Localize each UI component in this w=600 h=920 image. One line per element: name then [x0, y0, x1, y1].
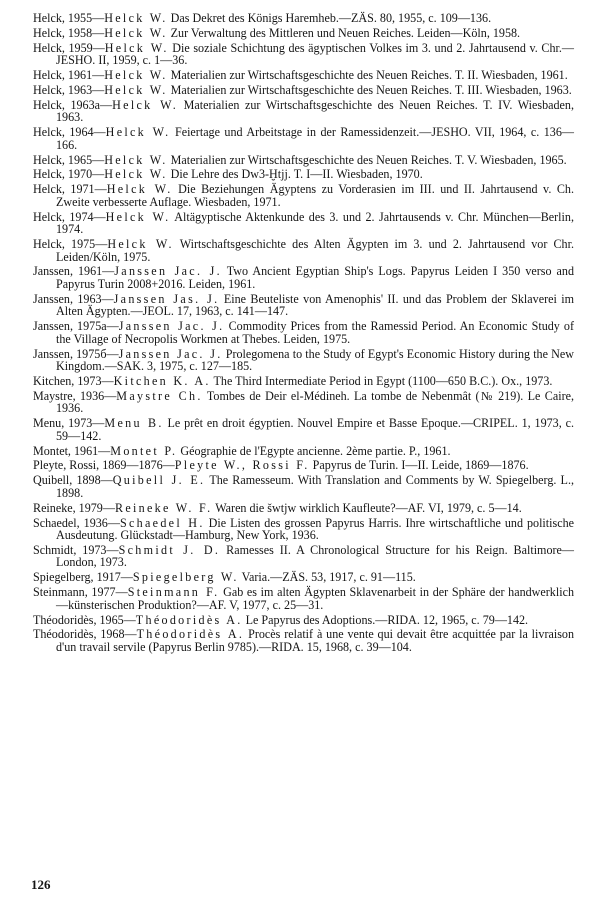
- entry-text: Das Dekret des Königs Haremheb.—ZÄS. 80, 1955, c. 109—136.: [167, 11, 492, 25]
- entry-key: Janssen, 1975б—: [33, 346, 119, 361]
- entry-text: Papyrus de Turin. I—II. Leide, 1869—1876.: [309, 458, 529, 473]
- bibliography-entry: [33, 84, 574, 97]
- entry-text: Die Lehre des Dw3-Ḫtjj. T. I—II. Wiesbaden, 1970.: [167, 167, 423, 182]
- entry-text: Die soziale Schichtung des ägyptischen Volkes im 3. und 2. Jahrtausend v. Chr.—JESHO. II, 1959, c. 1—36.: [56, 40, 574, 68]
- bibliography-entry: [33, 126, 574, 151]
- bibliography-entry: [33, 27, 574, 40]
- entry-author: Helck W.: [112, 97, 179, 112]
- entry-text: Géographie de l'Egypte ancienne. 2ème partie. P., 1961.: [177, 443, 451, 458]
- entry-text: Eine Beuteliste von Amenophis' II. und das Problem der Sklaverei im Alten Ägypten.—JEOL. 17, 1963, c. 141—147.: [56, 291, 575, 319]
- entry-text: Die Listen des grossen Papyrus Harris. Ihre wirtschaftliche und politische Ausdeutung. Glückstadt—Hamburg, New York, 1936.: [56, 515, 575, 543]
- entry-text: Commodity Prices from the Ramessid Period. An Economic Study of the Village of Necropolis Workmen at Thebes. Leiden, 1975.: [56, 319, 574, 346]
- entry-author: Janssen Jac. J.: [118, 319, 225, 334]
- bibliography-entry: [33, 154, 574, 167]
- entry-key: Helck, 1971—: [33, 182, 107, 197]
- entry-key: Helck, 1964—: [33, 125, 106, 140]
- entry-key: Kitchen, 1973—: [33, 373, 114, 388]
- entry-author: Schaedel H.: [119, 515, 205, 530]
- entry-key: Helck, 1965—: [33, 152, 105, 167]
- entry-key: Helck, 1961—: [33, 68, 105, 83]
- entry-key: Spiegelberg, 1917—: [33, 570, 133, 585]
- bibliography-entry: [33, 348, 574, 373]
- bibliography-entry: [33, 293, 574, 318]
- page-number: 126: [31, 877, 51, 892]
- entry-author: Helck W.: [106, 182, 173, 197]
- entry-key: Schaedel, 1936—: [33, 515, 120, 530]
- bibliography-entry: [33, 628, 574, 653]
- entry-author: Reineke W. F.: [114, 500, 213, 515]
- entry-key: Quibell, 1898—: [33, 473, 113, 488]
- entry-key: Reineke, 1979—: [33, 500, 115, 515]
- entry-text: Feiertage und Arbeitstage in der Ramessidenzeit.—JESHO. VII, 1964, c. 136—166.: [56, 125, 574, 152]
- entry-author: Quibell J. E.: [112, 473, 206, 488]
- bibliography-entry: [33, 99, 574, 124]
- entry-author: Schmidt J. D.: [118, 542, 221, 557]
- bibliography-entry: [33, 183, 574, 208]
- entry-author: Théodoridès A.: [135, 612, 243, 627]
- entry-author: Janssen Jas. J.: [113, 291, 220, 306]
- bibliography-entry: [33, 517, 574, 542]
- entry-text: Two Ancient Egyptian Ship's Logs. Papyrus Leiden I 350 verso and Papyrus Turin 2008+2016. Leiden, 1961.: [56, 264, 574, 291]
- entry-text: The Ramesseum. With Translation and Comments by W. Spiegelberg. L., 1898.: [56, 473, 574, 500]
- entry-text: Le Papyrus des Adoptions.—RIDA. 12, 1965, c. 79—142.: [242, 612, 529, 627]
- entry-text: Materialien zur Wirtschaftsgeschichte des Neuen Reiches. T. IV. Wiesbaden, 1963.: [56, 97, 574, 125]
- entry-text: Tombes de Deir el-Médineh. La tombe de Nebenmât (№ 219). Le Caire, 1936.: [56, 388, 574, 416]
- bibliography-entry: [33, 238, 574, 263]
- entry-key: Helck, 1970—: [33, 167, 105, 182]
- entry-key: Janssen, 1961—: [33, 264, 115, 279]
- entry-text: Materialien zur Wirtschaftsgeschichte des Neuen Reiches. T. II. Wiesbaden, 1961.: [167, 68, 568, 83]
- entry-text: Ramesses II. A Chronological Structure for his Reign. Baltimore—London, 1973.: [56, 542, 574, 570]
- entry-text: Materialien zur Wirtschaftsgeschichte des Neuen Reiches. T. III. Wiesbaden, 1963.: [167, 82, 572, 97]
- bibliography-list: [33, 12, 574, 656]
- entry-key: Janssen, 1963—: [33, 291, 114, 306]
- bibliography-entry: [33, 375, 574, 388]
- entry-text: Die Beziehungen Ägyptens zu Vorderasien im III. und II. Jahrtausend v. Ch. Zweite verbesserte Auflage. Wiesbaden, 1971.: [56, 182, 574, 209]
- entry-author: Helck W.: [107, 237, 174, 252]
- entry-author: Janssen Jac. J.: [114, 264, 222, 279]
- entry-author: Helck W.: [104, 167, 168, 182]
- entry-author: Helck W.: [104, 11, 168, 25]
- bibliography-entry: [33, 12, 574, 25]
- entry-author: Janssen Jac. J.: [118, 346, 223, 361]
- entry-author: Théodoridès A.: [136, 627, 245, 642]
- bibliography-entry: [33, 265, 574, 290]
- bibliography-entry: [33, 571, 574, 584]
- entry-text: Gab es im alten Ägypten Sklavenarbeit in der Sphäre der handwerklich—künsterischen Produktion?—AF. V, 1977, c. 25—31.: [56, 585, 574, 612]
- entry-text: Le prêt en droit égyptien. Nouvel Empire et Basse Epoque.—CRIPEL. 1, 1973, c. 59—142.: [56, 416, 574, 443]
- bibliography-entry: [33, 42, 574, 67]
- entry-key: Helck, 1975—: [33, 237, 108, 252]
- bibliography-entry: [33, 474, 574, 499]
- entry-author: Pleyte W., Rossi F.: [174, 458, 310, 473]
- entry-key: Helck, 1958—: [33, 25, 105, 40]
- entry-text: Procès relatif à une vente qui devait être acquittée par la livraison d'un travail servile (Papyrus Berlin 9785).—RIDA. 15, 1968, c. 39—104.: [56, 627, 574, 654]
- entry-key: Maystre, 1936—: [33, 388, 117, 403]
- entry-key: Janssen, 1975a—: [33, 319, 119, 334]
- entry-author: Spiegelberg W.: [132, 570, 239, 585]
- entry-author: Helck W.: [105, 209, 171, 224]
- bibliography-entry: [33, 417, 574, 442]
- bibliography-entry: [33, 586, 574, 611]
- bibliography-entry: [33, 320, 574, 345]
- entry-text: Altägyptische Aktenkunde des 3. und 2. Jahrtausends v. Chr. München—Berlin, 1974.: [56, 209, 574, 237]
- entry-text: Waren die šwtjw wirklich Kaufleute?—AF. VI, 1979, c. 5—14.: [212, 500, 522, 515]
- entry-key: Montet, 1961—: [33, 443, 111, 458]
- entry-author: Helck W.: [104, 40, 169, 55]
- entry-text: Zur Verwaltung des Mittleren und Neuen Reiches. Leiden—Köln, 1958.: [167, 25, 521, 40]
- entry-key: Helck, 1963—: [33, 82, 105, 97]
- entry-author: Maystre Ch.: [116, 388, 203, 403]
- bibliography-entry: [33, 390, 574, 415]
- entry-author: Helck W.: [104, 152, 168, 167]
- entry-author: Steinmann F.: [127, 585, 220, 600]
- entry-text: Varia.—ZÄS. 53, 1917, c. 91—115.: [238, 570, 416, 585]
- bibliography-entry: [33, 445, 574, 458]
- entry-key: Schmidt, 1973—: [33, 542, 119, 557]
- entry-key: Helck, 1959—: [33, 40, 105, 55]
- entry-key: Théodoridès, 1968—: [33, 627, 137, 642]
- entry-text: Prolegomena to the Study of Egypt's Economic History during the New Kingdom.—SAK. 3, 1975, c. 127—185.: [56, 346, 574, 374]
- entry-author: Helck W.: [105, 125, 171, 140]
- entry-author: Kitchen K. A.: [113, 373, 211, 388]
- bibliography-entry: [33, 502, 574, 515]
- entry-author: Helck W.: [104, 82, 168, 97]
- bibliography-entry: [33, 544, 574, 569]
- entry-author: Helck W.: [104, 68, 168, 83]
- entry-key: Menu, 1973—: [33, 416, 105, 431]
- bibliography-entry: [33, 69, 574, 82]
- entry-key: Théodoridès, 1965—: [33, 612, 136, 627]
- bibliography-entry: [33, 614, 574, 627]
- entry-author: Menu B.: [104, 416, 164, 431]
- entry-author: Helck W.: [104, 25, 168, 40]
- entry-key: Helck, 1955—: [33, 11, 105, 25]
- entry-key: Helck, 1963a—: [33, 97, 113, 112]
- entry-key: Helck, 1974—: [33, 209, 106, 224]
- entry-key: Pleyte, Rossi, 1869—1876—: [33, 458, 175, 473]
- bibliography-entry: [33, 211, 574, 236]
- entry-text: Wirtschaftsgeschichte des Alten Ägypten im 3. und 2. Jahrtausend vor Chr. Leiden/Köln, 1975.: [56, 237, 574, 264]
- entry-author: Montet P.: [110, 443, 178, 458]
- entry-text: The Third Intermediate Period in Egypt (1100—650 B.C.). Ox., 1973.: [210, 373, 553, 388]
- entry-key: Steinmann, 1977—: [33, 585, 128, 600]
- entry-text: Materialien zur Wirtschaftsgeschichte des Neuen Reiches. T. V. Wiesbaden, 1965.: [167, 152, 567, 167]
- bibliography-entry: [33, 168, 574, 181]
- bibliography-entry: [33, 459, 574, 472]
